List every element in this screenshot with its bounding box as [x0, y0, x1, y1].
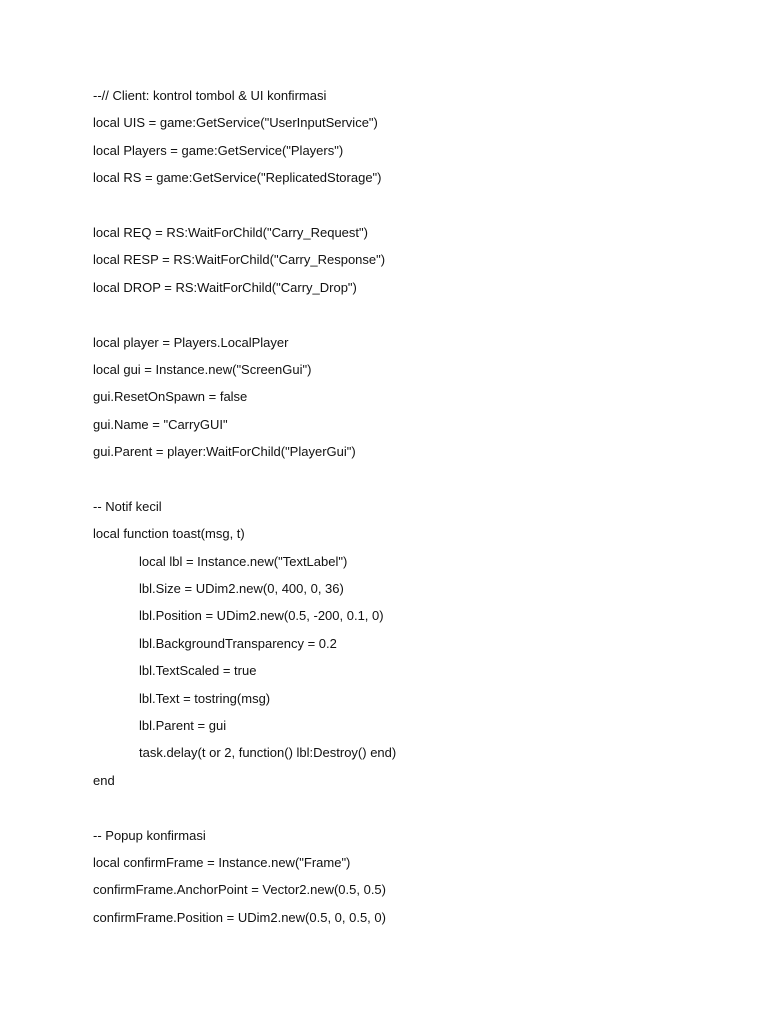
code-line: lbl.Text = tostring(msg): [139, 690, 271, 706]
code-line: local player = Players.LocalPlayer: [93, 334, 289, 350]
code-line: local DROP = RS:WaitForChild("Carry_Drop"): [93, 279, 357, 295]
blank-line: [93, 798, 713, 825]
code-line: lbl.Position = UDim2.new(0.5, -200, 0.1, 0): [139, 608, 384, 624]
code-line: local gui = Instance.new("ScreenGui"): [93, 361, 312, 377]
code-line: local UIS = game:GetService("UserInputService"): [93, 115, 378, 131]
code-line: gui.Name = "CarryGUI": [93, 416, 228, 432]
code-line: local RS = game:GetService("ReplicatedStorage"): [93, 170, 382, 186]
code-line: lbl.BackgroundTransparency = 0.2: [139, 635, 337, 651]
code-line: -- Notif kecil: [93, 498, 162, 514]
code-line: lbl.Size = UDim2.new(0, 400, 0, 36): [139, 581, 344, 597]
code-line: lbl.Parent = gui: [139, 717, 227, 733]
code-line: task.delay(t or 2, function() lbl:Destroy() end): [139, 745, 397, 761]
code-line: gui.ResetOnSpawn = false: [93, 389, 248, 405]
code-line: --// Client: kontrol tombol & UI konfirmasi: [93, 88, 327, 103]
code-line: lbl.TextScaled = true: [139, 663, 257, 679]
code-line: local lbl = Instance.new("TextLabel"): [139, 553, 348, 569]
code-line: local RESP = RS:WaitForChild("Carry_Response"): [93, 252, 386, 268]
code-line: confirmFrame.AnchorPoint = Vector2.new(0.5, 0.5): [93, 882, 386, 898]
code-block: [93, 86, 713, 935]
code-line: confirmFrame.Position = UDim2.new(0.5, 0, 0.5, 0): [93, 909, 386, 925]
blank-line: [93, 196, 713, 223]
blank-line: [93, 305, 713, 332]
code-line: local REQ = RS:WaitForChild("Carry_Request"): [93, 224, 368, 240]
code-line: local Players = game:GetService("Players"): [93, 142, 344, 158]
code-line: gui.Parent = player:WaitForChild("PlayerGui"): [93, 444, 356, 460]
code-line: end: [93, 772, 115, 788]
code-line: -- Popup konfirmasi: [93, 827, 206, 843]
code-line: local function toast(msg, t): [93, 526, 245, 542]
blank-line: [93, 469, 713, 496]
code-line: local confirmFrame = Instance.new("Frame"): [93, 854, 351, 870]
